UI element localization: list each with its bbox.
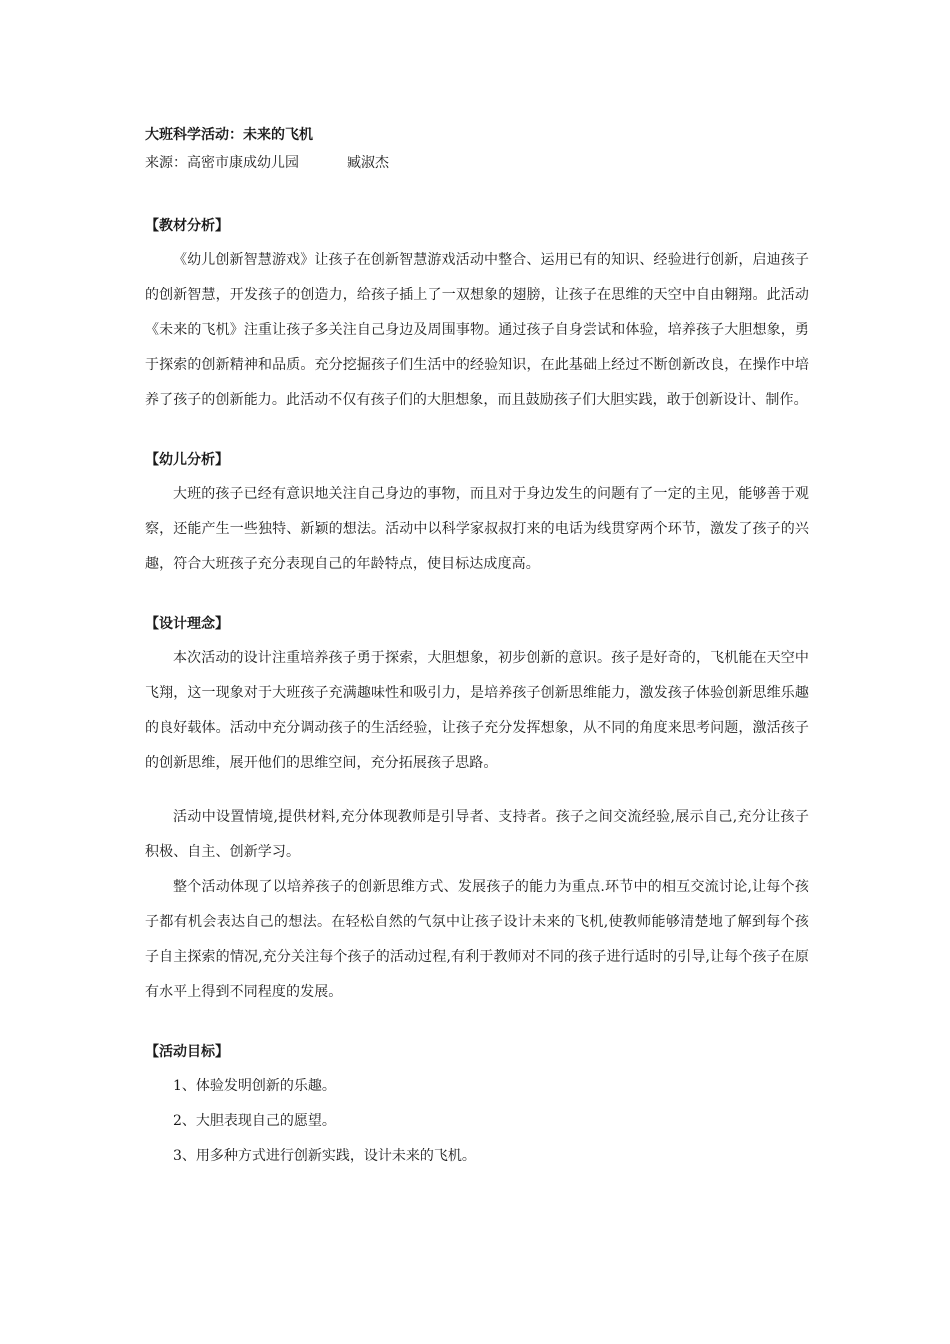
section-heading-child-analysis: 【幼儿分析】 — [145, 452, 229, 468]
goal-item-3: 3、用多种方式进行创新实践，设计未来的飞机。 — [173, 1148, 476, 1164]
goal-item-1: 1、体验发明创新的乐趣。 — [173, 1078, 336, 1094]
document-title: 大班科学活动：未来的飞机 — [145, 127, 313, 143]
document-page — [145, 124, 809, 1174]
paragraph-design-concept-2: 活动中设置情境,提供材料,充分体现教师是引导者、支持者。孩子之间交流经验,展示自己,充分让孩子积极、自主、创新学习。 — [145, 809, 809, 860]
paragraph-child-analysis: 大班的孩子已经有意识地关注自己身边的事物，而且对于身边发生的问题有了一定的主见，能够善于观察，还能产生一些独特、新颖的想法。活动中以科学家叔叔打来的电话为线贯穿两个环节，激发了孩子的兴趣，符合大班孩子充分表现自己的年龄特点，使目标达成度高。 — [145, 486, 809, 572]
section-heading-activity-goals: 【活动目标】 — [145, 1044, 229, 1060]
section-heading-textbook-analysis: 【教材分析】 — [145, 218, 229, 234]
paragraph-design-concept-3: 整个活动体现了以培养孩子的创新思维方式、发展孩子的能力为重点.环节中的相互交流讨论,让每个孩子都有机会表达自己的想法。在轻松自然的气氛中让孩子设计未来的飞机,使教师能够清楚地了解到每个孩子自主探索的情况,充分关注每个孩子的活动过程,有利于教师对不同的孩子进行适时的引导,让每个孩子在原有水平上得到不同程度的发展。 — [145, 879, 809, 1000]
paragraph-design-concept-1: 本次活动的设计注重培养孩子勇于探索，大胆想象，初步创新的意识。孩子是好奇的，飞机能在天空中飞翔，这一现象对于大班孩子充满趣味性和吸引力，是培养孩子创新思维能力，激发孩子体验创新思维乐趣的良好载体。活动中充分调动孩子的生活经验，让孩子充分发挥想象，从不同的角度来思考问题，激活孩子的创新思维，展开他们的思维空间，充分拓展孩子思路。 — [145, 650, 809, 771]
document-source-line — [145, 152, 809, 174]
author-name: 臧淑杰 — [347, 155, 389, 171]
section-heading-design-concept: 【设计理念】 — [145, 616, 229, 632]
paragraph-textbook-analysis: 《幼儿创新智慧游戏》让孩子在创新智慧游戏活动中整合、运用已有的知识、经验进行创新，启迪孩子的创新智慧，开发孩子的创造力，给孩子插上了一双想象的翅膀，让孩子在思维的天空中自由翱翔。此活动《未来的飞机》注重让孩子多关注自己身边及周围事物。通过孩子自身尝试和体验，培养孩子大胆想象，勇于探索的创新精神和品质。充分挖掘孩子们生活中的经验知识，在此基础上经过不断创新改良，在操作中培养了孩子的创新能力。此活动不仅有孩子们的大胆想象，而且鼓励孩子们大胆实践，敢于创新设计、制作。 — [145, 252, 809, 408]
goal-item-2: 2、大胆表现自己的愿望。 — [173, 1113, 336, 1129]
source-label: 来源：高密市康成幼儿园 — [145, 155, 299, 171]
